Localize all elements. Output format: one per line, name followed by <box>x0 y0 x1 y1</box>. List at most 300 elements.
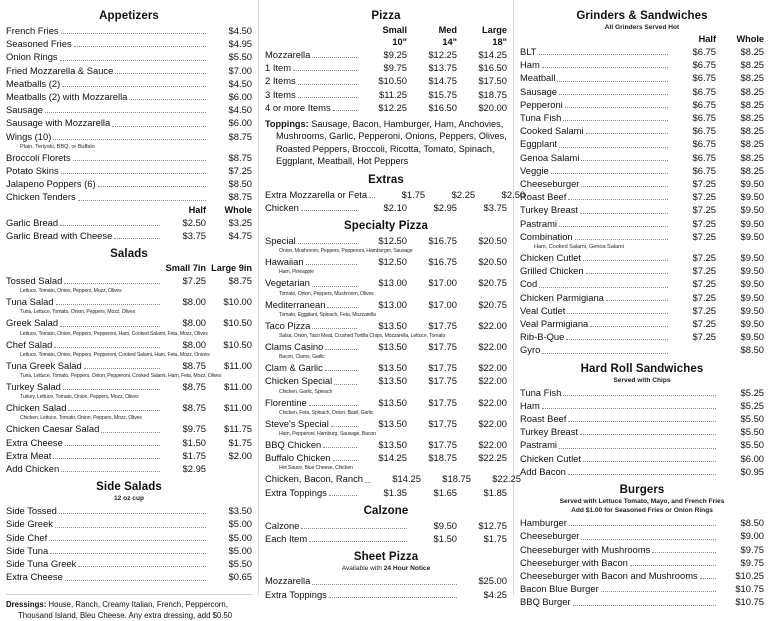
pizza-size-names <box>265 24 507 36</box>
menu-item-row <box>520 412 764 425</box>
menu-item-price: $8.75 <box>182 402 206 414</box>
menu-item-name: Chicken Special <box>265 375 333 387</box>
menu-item-price: $10.50 <box>223 338 252 350</box>
leader-dots <box>580 213 668 214</box>
menu-item-price: $2.00 <box>228 449 252 461</box>
leader-dots <box>74 46 206 47</box>
menu-item-name: Rib-B-Que <box>520 331 565 343</box>
menu-item-price: $16.50 <box>428 101 457 113</box>
menu-item-price: $11.00 <box>224 381 252 393</box>
menu-item-row <box>520 151 764 164</box>
menu-item-name: Side Greek <box>6 518 53 530</box>
menu-item-description: Ham, Pepperoni, Hamburg, Sausage, Bacon <box>279 431 376 438</box>
pizza-header-large: Large <box>481 25 507 35</box>
appetizers-size-headers <box>6 204 252 216</box>
menu-item-name: Tuna Salad <box>6 296 54 308</box>
menu-item-name: Chef Salad <box>6 338 53 350</box>
leader-dots <box>581 160 668 161</box>
leader-dots <box>559 147 668 148</box>
salads-size-headers <box>6 262 252 274</box>
leader-dots <box>325 349 357 350</box>
menu-item-name: Clam & Garlic <box>265 362 323 374</box>
leader-dots <box>566 339 668 340</box>
menu-item-description: Salsa, Onion, Taco Meat, Crushed Tortilla Chips, Mozzarella, Lettuce, Tomato <box>279 333 446 340</box>
menu-item-name: Side Chef <box>6 531 48 543</box>
menu-item-row <box>265 519 507 532</box>
menu-item-price: $6.00 <box>740 452 764 464</box>
menu-item-price: $22.25 <box>492 473 521 485</box>
menu-item-price: $22.00 <box>478 396 507 408</box>
specialty-pizza-list <box>265 234 521 499</box>
leader-dots <box>567 313 668 314</box>
menu-item-price: $8.25 <box>740 98 764 110</box>
menu-item-row <box>265 340 507 353</box>
leader-dots <box>329 495 357 496</box>
menu-item-price: $12.50 <box>378 235 407 247</box>
menu-item-price: $13.50 <box>378 341 407 353</box>
menu-item-name: Cheeseburger with Bacon and Mushrooms <box>520 569 698 581</box>
leader-dots <box>59 513 206 514</box>
menu-item-price: $3.75 <box>483 201 507 213</box>
menu-item-name: Chicken Parmigiana <box>520 291 604 303</box>
menu-item-price: $18.75 <box>442 473 471 485</box>
menu-item-price: $7.25 <box>692 217 716 229</box>
menu-item-price: $6.00 <box>228 117 252 129</box>
menu-item-price: $8.75 <box>228 130 252 142</box>
menu-item-price: $18.75 <box>428 452 457 464</box>
menu-item-name: BBQ Burger <box>520 596 571 608</box>
menu-item-name: Chicken <box>265 201 299 213</box>
menu-item-row <box>6 274 252 287</box>
leader-dots <box>539 54 669 55</box>
menu-item-description: Chicken, Lettuce, Tomato, Onion, Peppers, Mozz, Olives <box>20 415 142 422</box>
menu-item-price: $13.00 <box>378 298 407 310</box>
leader-dots <box>84 368 160 369</box>
menu-item-description: Lettuce, Tomato, Onion, Peppers, Pepperoni, Ham, Cooked Salami, Feta, Mozz, Olives <box>20 330 208 337</box>
menu-item-price: $7.25 <box>692 318 716 330</box>
dressings-line1: House, Ranch, Creamy Italian, French, Peppercorn, <box>46 599 228 609</box>
menu-item-description: Tomato, Onion, Peppers, Mushroom, Olives <box>279 290 374 297</box>
menu-item-price: $2.95 <box>182 463 206 475</box>
menu-item-name: Add Chicken <box>6 463 60 475</box>
menu-item-price: $8.25 <box>740 125 764 137</box>
leader-dots <box>652 552 716 553</box>
side-salads-list <box>6 504 252 583</box>
menu-item-row <box>6 557 252 570</box>
pizza-inches-small: 10" <box>392 37 407 47</box>
grinders-size-headers <box>520 33 764 45</box>
menu-item-price: $13.00 <box>378 277 407 289</box>
menu-item-price: $13.50 <box>378 362 407 374</box>
menu-item-row <box>6 24 252 37</box>
menu-item-price: $9.50 <box>740 204 764 216</box>
section-title-grinders: Grinders & Sandwiches <box>576 10 708 22</box>
menu-item-price: $4.50 <box>228 77 252 89</box>
menu-item-name: Onion Rings <box>6 51 58 63</box>
section-title-sheet-pizza: Sheet Pizza <box>353 551 419 564</box>
menu-item-description: Chicken, Feta, Spinach, Onion, Basil, Garlic <box>279 409 374 416</box>
sheet-pizza-list <box>265 574 507 600</box>
menu-item-price: $16.75 <box>428 256 457 268</box>
menu-item-name: Broccoli Florets <box>6 151 71 163</box>
menu-item-price: $4.50 <box>228 25 252 36</box>
menu-item-price: $7.00 <box>228 64 252 76</box>
menu-item-price: $9.50 <box>740 191 764 203</box>
menu-item-row <box>520 582 764 595</box>
menu-item-row <box>6 517 252 530</box>
menu-item-name: Clams Casino <box>265 341 324 353</box>
menu-item-name: Sausage with Mozzarella <box>6 117 111 129</box>
menu-item-row <box>6 570 252 583</box>
burgers-list <box>520 516 764 608</box>
leader-dots <box>45 112 206 113</box>
menu-item-row <box>265 472 521 485</box>
salads-header-small: Small 7in <box>165 263 206 274</box>
menu-item-row <box>520 452 764 465</box>
menu-item-price: $6.75 <box>692 59 716 71</box>
menu-item-price: $8.25 <box>740 151 764 163</box>
section-title-extras: Extras <box>368 173 404 186</box>
menu-item-row <box>520 529 764 542</box>
menu-item-price: $11.25 <box>379 88 407 100</box>
menu-item-name: Jalapeno Poppers (6) <box>6 178 96 190</box>
leader-dots <box>583 461 716 462</box>
menu-item-price: $9.50 <box>740 217 764 229</box>
menu-item-row <box>520 556 764 569</box>
sheet-pizza-subtitle <box>265 565 507 572</box>
leader-dots <box>312 328 357 329</box>
menu-item-name: Ham <box>520 59 540 71</box>
leader-dots <box>542 353 668 354</box>
menu-item-price: $5.25 <box>740 399 764 411</box>
menu-item-row <box>520 425 764 438</box>
menu-item-price: $2.25 <box>451 188 476 200</box>
menu-item-name: Chicken Salad <box>6 402 67 414</box>
menu-item-row <box>265 101 507 114</box>
menu-item-name: Pastrami <box>520 217 557 229</box>
menu-item-row <box>520 137 764 150</box>
leader-dots <box>334 384 357 385</box>
menu-item-price: $10.50 <box>223 317 252 329</box>
leader-dots <box>568 474 716 475</box>
leader-dots <box>65 580 206 581</box>
menu-item-name: Chicken Caesar Salad <box>6 423 100 435</box>
menu-item-description: Ham, Cooked Salami, Genoa Salami <box>534 244 624 251</box>
leader-dots <box>62 86 206 87</box>
menu-item-price: $3.75 <box>182 229 206 241</box>
appetizers-list <box>6 24 252 204</box>
menu-item-description: Hot Sauce, Blue Cheese, Chicken <box>279 465 353 472</box>
menu-item-price: $2.10 <box>383 201 407 213</box>
menu-item-price: $7.25 <box>692 178 716 190</box>
leader-dots <box>329 597 457 598</box>
leader-dots <box>568 199 668 200</box>
leader-dots <box>563 395 716 396</box>
menu-item-price: $6.00 <box>228 91 252 103</box>
leader-dots <box>590 326 668 327</box>
menu-item-name: Chicken Cutlet <box>520 252 581 264</box>
menu-item-name: Hawaiian <box>265 256 304 268</box>
leader-dots <box>551 173 668 174</box>
menu-item-price: $0.65 <box>228 571 252 583</box>
menu-item-name: 1 Item <box>265 62 292 74</box>
menu-item-description: Lettuce, Tomato, Onion, Peppers, Mozz, Olives <box>20 288 122 295</box>
menu-item-name: Cooked Salami <box>520 125 584 137</box>
menu-item-row <box>6 295 252 308</box>
menu-item-description: Turkey, Lettuce, Tomato, Onion, Peppers, Mozz, Olives <box>20 394 139 401</box>
menu-item-price: $9.50 <box>740 291 764 303</box>
menu-item-name: Chicken, Bacon, Ranch <box>265 473 363 485</box>
column-right <box>514 0 770 608</box>
menu-item-price: $5.50 <box>228 558 252 570</box>
menu-item-price: $3.50 <box>228 505 252 517</box>
toppings-line3: Roasted Peppers, Broccoli, Ricotta, Tomato, Spinach, <box>276 143 495 154</box>
menu-item-price: $8.50 <box>740 344 764 356</box>
menu-item-row <box>6 164 252 177</box>
menu-item-price: $16.75 <box>428 235 457 247</box>
leader-dots <box>542 67 668 68</box>
menu-item-price: $20.75 <box>478 277 507 289</box>
menu-item-row <box>6 77 252 90</box>
menu-item-price: $13.75 <box>428 62 457 74</box>
menu-item-price: $7.25 <box>692 265 716 277</box>
menu-item-price: $11.00 <box>224 402 252 414</box>
menu-item-price: $5.50 <box>740 439 764 451</box>
menu-item-price: $7.25 <box>228 165 252 177</box>
menu-item-price: $5.25 <box>740 386 764 398</box>
menu-item-row <box>265 532 507 545</box>
menu-item-row <box>6 130 252 143</box>
leader-dots <box>61 33 206 34</box>
menu-item-row <box>520 330 764 343</box>
extras-list <box>265 188 526 214</box>
pizza-list <box>265 48 507 114</box>
leader-dots <box>542 408 716 409</box>
menu-item-row <box>265 276 507 289</box>
menu-item-name: Meatball <box>520 72 556 84</box>
pizza-header-small: Small <box>382 25 407 35</box>
pizza-inches-med: 14" <box>442 37 457 47</box>
leader-dots <box>64 283 160 284</box>
menu-item-price: $8.25 <box>740 164 764 176</box>
menu-item-description: Chicken, Garlic, Spinach <box>279 388 333 395</box>
leader-dots <box>539 287 668 288</box>
menu-item-price: $2.50 <box>182 216 206 228</box>
menu-item-row <box>520 124 764 137</box>
menu-item-price: $16.50 <box>478 62 507 74</box>
menu-item-row <box>6 531 252 544</box>
menu-item-row <box>265 298 507 311</box>
menu-item-name: Turkey Breast <box>520 426 579 438</box>
leader-dots <box>309 541 407 542</box>
menu-item-row <box>6 359 252 372</box>
menu-item-row <box>6 316 252 329</box>
menu-item-row <box>265 396 507 409</box>
menu-item-price: $17.00 <box>428 298 457 310</box>
burgers-subtitle-1: Served with Lettuce Tomato, Mayo, and French Fries <box>559 498 725 506</box>
menu-item-row <box>520 45 764 58</box>
menu-item-price: $7.25 <box>692 191 716 203</box>
grinders-list <box>520 45 764 357</box>
menu-item-name: Garlic Bread <box>6 216 59 228</box>
dressings-line2: Thousand Island, Bleu Cheese. Any extra dressing, add $0.50 <box>18 610 233 620</box>
menu-item-price: $6.75 <box>692 46 716 57</box>
menu-item-name: Eggplant <box>520 138 558 150</box>
menu-item-name: Seasoned Fries <box>6 38 72 50</box>
menu-item-name: Tuna Greek Salad <box>6 359 82 371</box>
menu-item-price: $1.75 <box>483 533 507 545</box>
section-title-burgers: Burgers <box>619 484 665 497</box>
leader-dots <box>306 264 357 265</box>
menu-item-name: BLT <box>520 46 537 57</box>
menu-item-row <box>520 177 764 190</box>
menu-item-name: Veal Parmigiana <box>520 318 589 330</box>
menu-item-price: $18.75 <box>478 88 507 100</box>
menu-item-name: Bacon Blue Burger <box>520 583 599 595</box>
menu-item-name: Fried Mozzarella & Sauce <box>6 64 114 76</box>
menu-item-price: $10.00 <box>223 296 252 308</box>
menu-item-name: Roast Beef <box>520 413 567 425</box>
menu-item-price: $8.25 <box>740 46 764 57</box>
menu-item-price: $12.75 <box>478 519 507 531</box>
menu-item-row <box>520 71 764 84</box>
leader-dots <box>559 94 668 95</box>
menu-item-row <box>265 88 507 101</box>
menu-item-price: $22.00 <box>478 417 507 429</box>
menu-item-price: $7.25 <box>692 278 716 290</box>
leader-dots <box>68 410 160 411</box>
menu-item-price: $6.75 <box>692 72 716 84</box>
dressings-label: Dressings: <box>6 599 47 609</box>
sheet-pizza-subtitle-pre: Available with <box>341 565 384 573</box>
menu-item-row <box>265 574 507 587</box>
menu-item-price: $15.75 <box>428 88 457 100</box>
menu-item-price: $11.75 <box>224 423 252 435</box>
menu-item-price: $1.75 <box>401 188 426 200</box>
menu-item-row <box>520 465 764 478</box>
leader-dots <box>60 60 206 61</box>
menu-item-name: Tuna Fish <box>520 112 562 124</box>
leader-dots <box>565 107 668 108</box>
menu-item-row <box>265 486 507 499</box>
menu-item-price: $6.75 <box>692 98 716 110</box>
menu-item-price: $7.25 <box>692 331 716 343</box>
menu-item-row <box>6 544 252 557</box>
calzone-list <box>265 519 507 545</box>
menu-item-price: $8.75 <box>182 381 206 393</box>
leader-dots <box>563 120 668 121</box>
menu-item-price: $10.50 <box>378 75 407 87</box>
menu-item-price: $9.75 <box>182 423 206 435</box>
menu-item-name: Special <box>265 235 296 247</box>
leader-dots <box>573 605 716 606</box>
leader-dots <box>115 73 206 74</box>
menu-item-row <box>6 216 252 229</box>
menu-item-name: Extra Meat <box>6 449 52 461</box>
dressings-note <box>6 594 252 621</box>
menu-item-row <box>6 37 252 50</box>
menu-item-name: Turkey Breast <box>520 204 579 216</box>
menu-item-price: $22.25 <box>478 452 507 464</box>
menu-item-price: $14.25 <box>392 473 421 485</box>
leader-dots <box>301 528 407 529</box>
menu-item-price: $22.00 <box>478 362 507 374</box>
menu-item-row <box>265 48 507 61</box>
menu-item-name: 3 Items <box>265 88 296 100</box>
menu-item-price: $10.25 <box>735 569 764 581</box>
menu-item-price: $1.50 <box>433 533 457 545</box>
toppings-line2: Mushrooms, Garlic, Pepperoni, Onions, Peppers, Olives, <box>276 131 507 142</box>
menu-item-price: $10.75 <box>735 596 764 608</box>
menu-item-price: $7.25 <box>692 252 716 264</box>
appetizers-two-col-list <box>6 216 252 242</box>
menu-item-row <box>6 422 252 435</box>
leader-dots <box>65 445 160 446</box>
leader-dots <box>312 57 357 58</box>
toppings-label: Toppings: <box>265 119 309 130</box>
menu-item-price: $5.00 <box>228 544 252 556</box>
menu-item-row <box>6 116 252 129</box>
menu-item-price: $9.75 <box>740 556 764 568</box>
menu-item-name: Side Tossed <box>6 505 57 517</box>
menu-item-name: Mozzarella <box>265 49 311 60</box>
leader-dots <box>56 304 160 305</box>
menu-item-name: Extra Toppings <box>265 588 327 600</box>
menu-item-price: $8.00 <box>182 296 206 308</box>
menu-item-price: $7.25 <box>692 291 716 303</box>
menu-item-row <box>520 111 764 124</box>
leader-dots <box>49 540 206 541</box>
menu-item-name: Side Tuna Greek <box>6 558 77 570</box>
menu-item-name: Meatballs (2) with Mozzarella <box>6 91 128 103</box>
menu-item-price: $17.00 <box>428 277 457 289</box>
menu-item-name: Tuna Fish <box>520 386 562 398</box>
menu-item-name: Veggie <box>520 164 549 176</box>
menu-item-name: Meatballs (2) <box>6 77 61 89</box>
menu-item-name: Steve's Special <box>265 417 329 429</box>
leader-dots <box>60 225 160 226</box>
menu-item-price: $17.75 <box>428 439 457 451</box>
menu-item-price: $14.25 <box>478 49 507 60</box>
leader-dots <box>129 99 206 100</box>
leader-dots <box>559 448 716 449</box>
menu-item-description: Lettuce, Tomato, Onion, Peppers, Pepperoni, Cooked Salami, Ham, Feta, Mozz, Onions <box>20 351 210 358</box>
menu-item-price: $13.50 <box>378 396 407 408</box>
menu-item-price: $17.50 <box>478 75 507 87</box>
leader-dots <box>98 186 206 187</box>
menu-item-row <box>520 98 764 111</box>
menu-item-price: $5.50 <box>740 426 764 438</box>
menu-item-name: 2 Items <box>265 75 296 87</box>
section-title-side-salads: Side Salads <box>96 481 162 494</box>
section-title-specialty-pizza: Specialty Pizza <box>344 220 428 233</box>
menu-item-name: Each Item <box>265 533 308 545</box>
menu-item-description: Bacon, Clams, Garlic <box>279 354 325 361</box>
menu-item-name: Extra Cheese <box>6 571 63 583</box>
menu-item-price: $8.00 <box>182 338 206 350</box>
menu-item-row <box>520 386 764 399</box>
menu-item-price: $8.50 <box>740 517 764 529</box>
menu-item-price: $9.25 <box>383 49 407 60</box>
section-title-salads: Salads <box>110 248 148 261</box>
menu-item-row <box>6 462 252 475</box>
menu-item-price: $20.50 <box>478 235 507 247</box>
menu-item-name: Cheeseburger <box>520 530 580 542</box>
menu-item-price: $9.00 <box>740 530 764 542</box>
leader-dots <box>73 160 206 161</box>
menu-item-row <box>520 190 764 203</box>
leader-dots <box>63 389 160 390</box>
